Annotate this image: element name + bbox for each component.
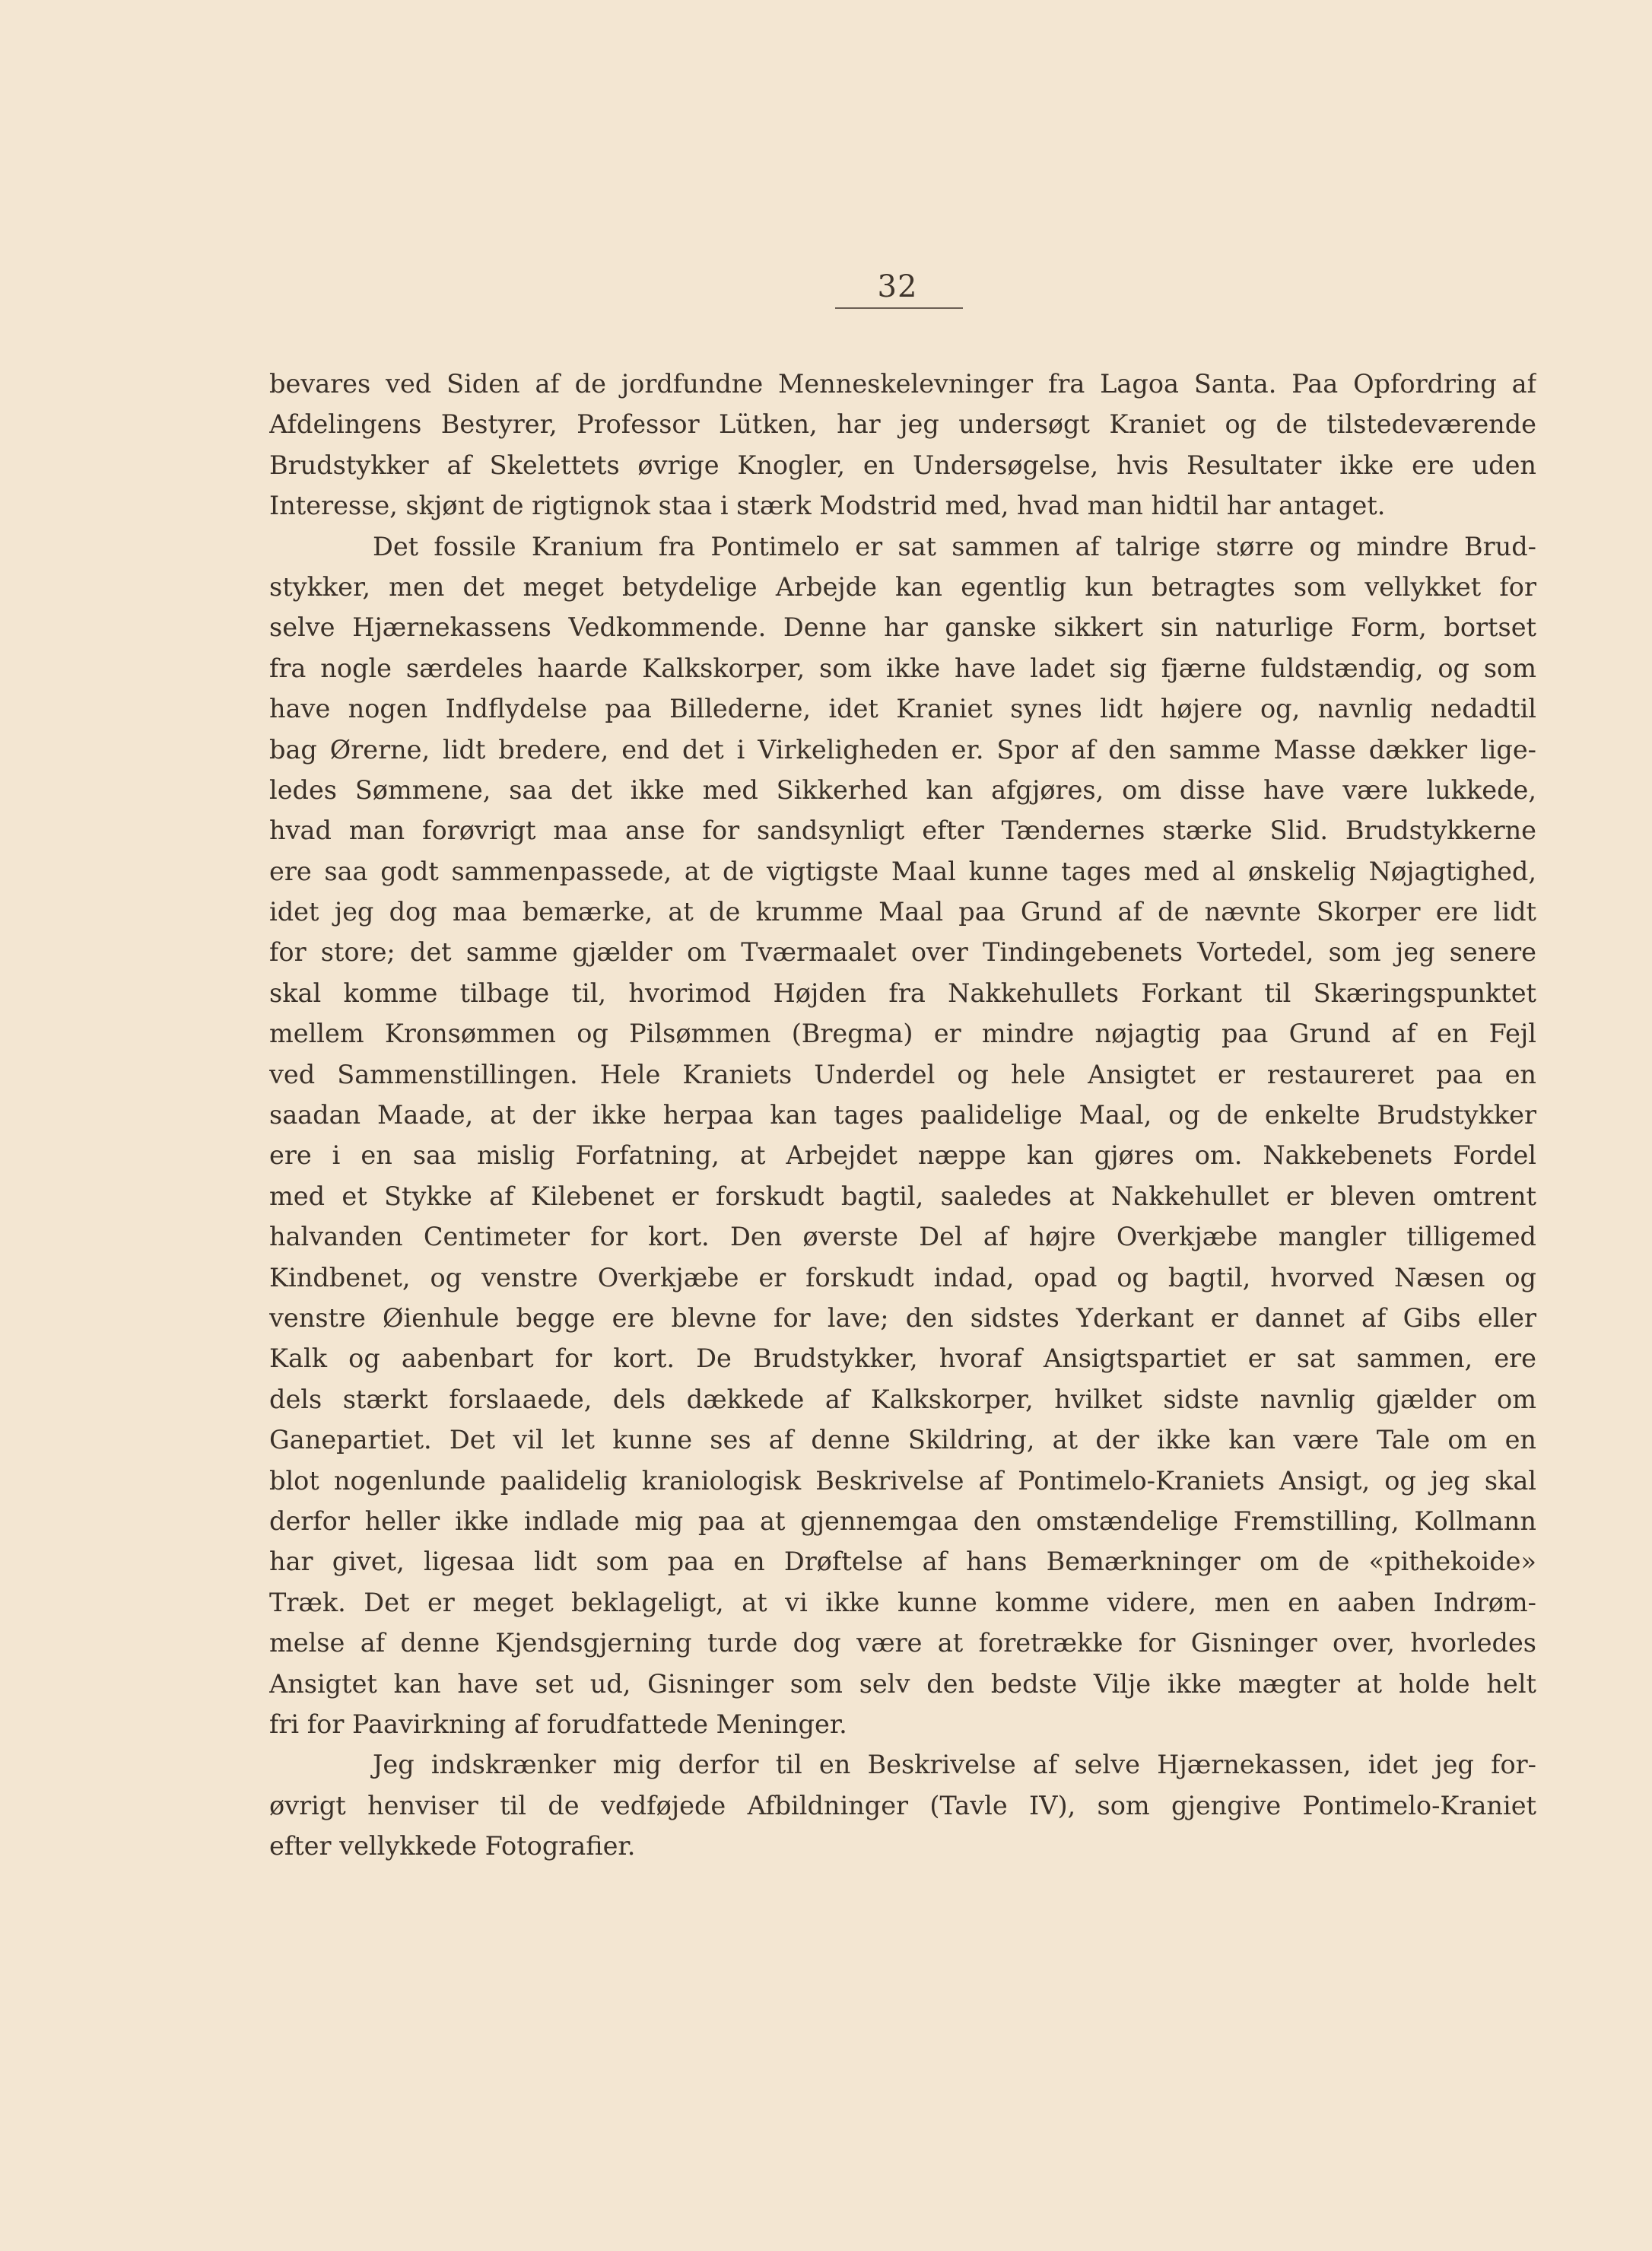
text-line: øvrigt henviser til de vedføjede Afbildninger (Tavle IV), som gjengive Pontimelo-Kraniet [269,1790,1536,1820]
page-number-rule [835,307,963,309]
text-line: ere saa godt sammenpassede, at de vigtigste Maal kunne tages med al ønskelig Nøjagtighed, [269,856,1536,886]
text-line: bevares ved Siden af de jordfundne Menneskelevninger fra Lagoa Santa. Paa Opfordring af [269,369,1536,399]
text-line: dels stærkt forslaaede, dels dækkede af Kalkskorper, hvilket sidste navnlig gjælder om [269,1384,1536,1414]
text-line: selve Hjærnekassens Vedkommende. Denne har ganske sikkert sin naturlige Form, bortset [269,612,1536,643]
text-line: stykker, men det meget betydelige Arbejde kan egentlig kun betragtes som vellykket for [269,571,1536,602]
text-line: Brudstykker af Skelettets øvrige Knogler, en Undersøgelse, hvis Resultater ikke ere uden [269,450,1536,480]
text-line: Jeg indskrænker mig derfor til en Beskrivelse af selve Hjærnekassen, idet jeg for- [373,1750,1536,1780]
text-line: ledes Sømmene, saa det ikke med Sikkerhed kan afgjøres, om disse have være lukkede, [269,774,1536,805]
text-line: ved Sammenstillingen. Hele Kraniets Underdel og hele Ansigtet er restaureret paa en [269,1059,1536,1089]
text-line: hvad man forøvrigt maa anse for sandsynligt efter Tændernes stærke Slid. Brudstykkerne [269,816,1536,846]
text-line: fri for Paavirkning af forudfattede Meninger. [269,1709,847,1739]
text-line: Kindbenet, og venstre Overkjæbe er forskudt indad, opad og bagtil, hvorved Næsen og [269,1262,1536,1292]
text-line: blot nogenlunde paalidelig kraniologisk Beskrivelse af Pontimelo-Kraniets Ansigt, og jeg skal [269,1465,1536,1496]
text-line: Det fossile Kranium fra Pontimelo er sat sammen af talrige større og mindre Brud- [373,531,1536,561]
text-line: fra nogle særdeles haarde Kalkskorper, som ikke have ladet sig fjærne fuldstændig, og som [269,653,1536,683]
text-line: ere i en saa mislig Forfatning, at Arbejdet næppe kan gjøres om. Nakkebenets Fordel [269,1140,1536,1171]
text-line: have nogen Indflydelse paa Billederne, idet Kraniet synes lidt højere og, navnlig nedadtil [269,694,1536,724]
body-text [269,364,1536,1866]
text-line: derfor heller ikke indlade mig paa at gjennemgaa den omstændelige Fremstilling, Kollmann [269,1505,1536,1536]
text-line: Ganepartiet. Det vil let kunne ses af denne Skildring, at der ikke kan være Tale om en [269,1425,1536,1455]
text-line: Kalk og aabenbart for kort. De Brudstykker, hvoraf Ansigtspartiet er sat sammen, ere [269,1343,1536,1374]
text-line: melse af denne Kjendsgjerning turde dog være at foretrække for Gisninger over, hvorledes [269,1628,1536,1658]
text-line: venstre Øienhule begge ere blevne for lave; den sidstes Yderkant er dannet af Gibs eller [269,1302,1536,1333]
text-line: skal komme tilbage til, hvorimod Højden fra Nakkehullets Forkant til Skæringspunktet [269,978,1536,1008]
text-line: saadan Maade, at der ikke herpaa kan tages paalidelige Maal, og de enkelte Brudstykker [269,1100,1536,1130]
text-line: Ansigtet kan have set ud, Gisninger som selv den bedste Vilje ikke mægter at holde helt [269,1668,1536,1699]
text-line: Afdelingens Bestyrer, Professor Lütken, har jeg undersøgt Kraniet og de tilstedeværende [269,409,1536,440]
text-line: Interesse, skjønt de rigtignok staa i stærk Modstrid med, hvad man hidtil har antaget. [269,491,1386,521]
text-line: for store; det samme gjælder om Tværmaalet over Tindingebenets Vortedel, som jeg senere [269,937,1536,968]
text-line: bag Ørerne, lidt bredere, end det i Virkeligheden er. Spor af den samme Masse dækker lige- [269,734,1536,765]
text-line: med et Stykke af Kilebenet er forskudt bagtil, saaledes at Nakkehullet er bleven omtrent [269,1181,1536,1211]
text-line: Træk. Det er meget beklageligt, at vi ikke kunne komme videre, men en aaben Indrøm- [269,1587,1536,1617]
text-line: halvanden Centimeter for kort. Den øverste Del af højre Overkjæbe mangler tilligemed [269,1222,1536,1252]
text-line: har givet, ligesaa lidt som paa en Drøftelse af hans Bemærkninger om de «pithekoide» [269,1547,1536,1577]
page-number: 32 [877,269,918,304]
text-line: mellem Kronsømmen og Pilsømmen (Bregma) er mindre nøjagtig paa Grund af en Fejl [269,1019,1536,1049]
text-line: efter vellykkede Fotografier. [269,1831,636,1862]
text-line: idet jeg dog maa bemærke, at de krumme Maal paa Grund af de nævnte Skorper ere lidt [269,897,1536,927]
